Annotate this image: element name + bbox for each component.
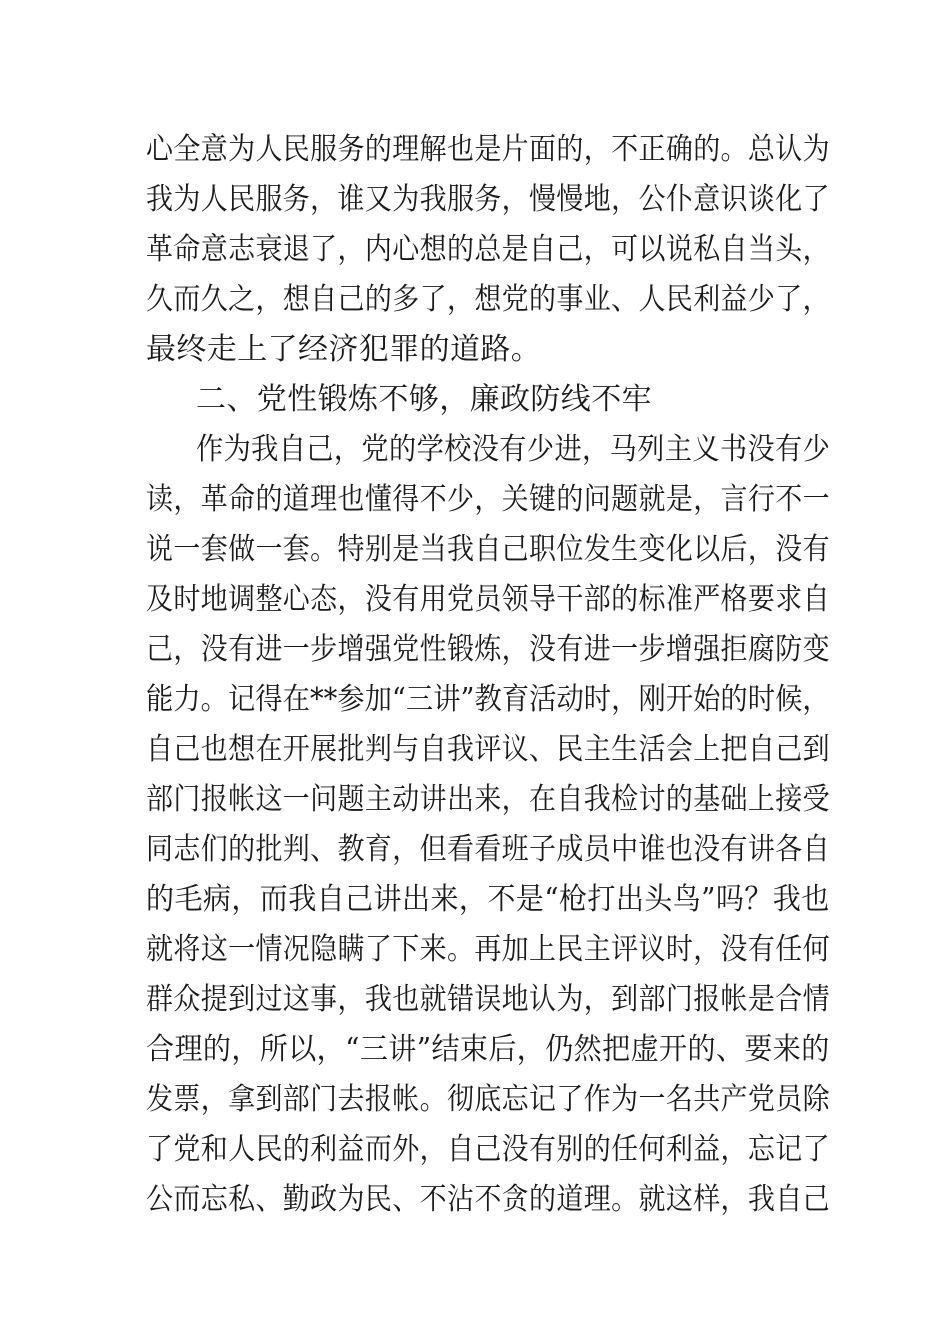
section-heading: 二、党性锻炼不够，廉政防线不牢: [196, 382, 652, 417]
text-line: 自己也想在开展批判与自我评议、民主生活会上把自己到: [146, 732, 830, 767]
text-line: 部门报帐这一问题主动讲出来，在自我检讨的基础上接受: [146, 782, 830, 817]
text-line: 发票，拿到部门去报帐。彻底忘记了作为一名共产党员除: [146, 1082, 830, 1117]
text-line: 我为人民服务，谁又为我服务，慢慢地，公仆意识谈化了: [146, 182, 830, 217]
text-line: 及时地调整心态，没有用党员领导干部的标准严格要求自: [146, 582, 830, 617]
text-line: 己，没有进一步增强党性锻炼，没有进一步增强拒腐防变: [146, 632, 830, 667]
text-line: 革命意志衰退了，内心想的总是自己，可以说私自当头，: [146, 232, 830, 267]
text-line: 同志们的批判、教育，但看看班子成员中谁也没有讲各自: [146, 832, 830, 867]
text-line: 的毛病，而我自己讲出来，不是“枪打出头鸟”吗？我也: [146, 882, 830, 917]
text-line: 就将这一情况隐瞒了下来。再加上民主评议时，没有任何: [146, 932, 830, 967]
paragraph-first-line: 作为我自己，党的学校没有少进，马列主义书没有少: [196, 432, 831, 467]
text-line: 说一套做一套。特别是当我自己职位发生变化以后，没有: [146, 532, 830, 567]
text-line: 公而忘私、勤政为民、不沾不贪的道理。就这样，我自己: [146, 1182, 830, 1217]
text-line: 能力。记得在**参加“三讲”教育活动时，刚开始的时候，: [146, 682, 830, 717]
text-line: 了党和人民的利益而外，自己没有别的任何利益，忘记了: [146, 1132, 830, 1167]
text-line: 读，革命的道理也懂得不少，关键的问题就是，言行不一: [146, 482, 830, 517]
text-line: 心全意为人民服务的理解也是片面的，不正确的。总认为: [146, 132, 830, 167]
text-line: 久而久之，想自己的多了，想党的事业、人民利益少了，: [146, 282, 830, 317]
text-line: 群众提到过这事，我也就错误地认为，到部门报帐是合情: [146, 982, 830, 1017]
text-line: 合理的，所以，“三讲”结束后，仍然把虚开的、要来的: [146, 1032, 830, 1067]
text-line: 最终走上了经济犯罪的道路。: [146, 332, 542, 367]
